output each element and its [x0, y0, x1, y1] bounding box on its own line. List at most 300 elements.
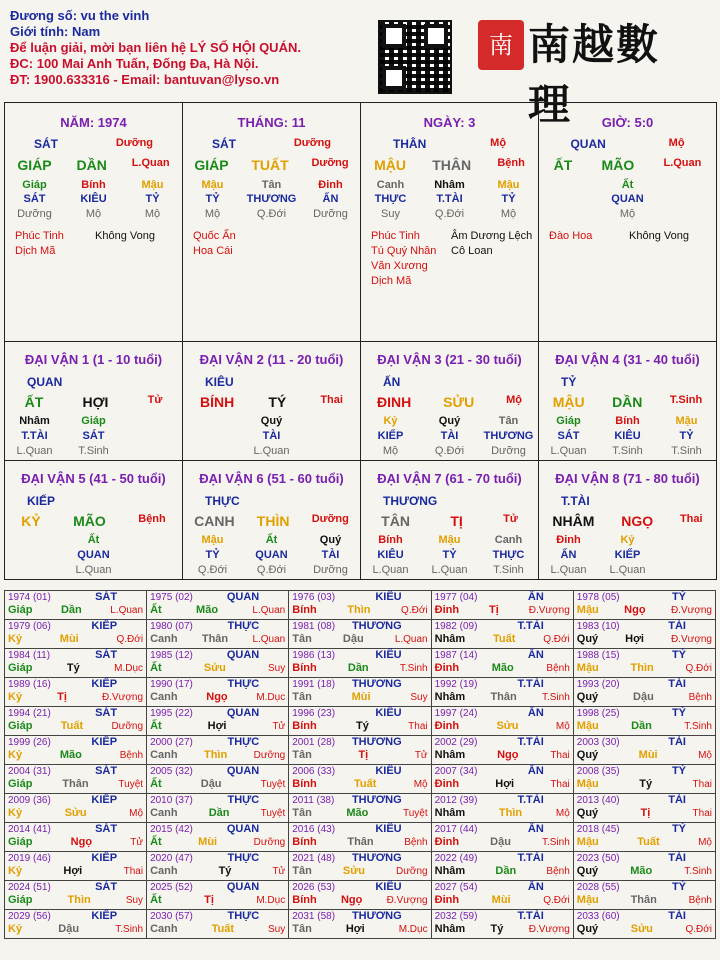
hidden-god [662, 193, 712, 205]
decade-hidden [128, 415, 178, 427]
year-stem: Quý [576, 691, 599, 703]
decade-hidden [188, 430, 238, 442]
pillar-title: THÁNG: 11 [237, 115, 306, 130]
decade-stem: MẬU [552, 394, 585, 410]
year-stem: Bính [292, 894, 317, 906]
year-cell [289, 649, 431, 678]
year-stem: Kỷ [8, 807, 23, 819]
year-branch: Thìn [630, 662, 654, 674]
year-branch: Dần [347, 662, 369, 674]
year-stage: Tử [272, 866, 286, 877]
year-cell [289, 794, 431, 823]
hidden-stem: Ất [621, 179, 634, 191]
decade-hidden [10, 564, 60, 576]
year-stage: Q.Đới [116, 634, 144, 645]
decade-hidden: ẤN [560, 549, 577, 561]
year-branch: Dậu [633, 691, 654, 703]
decade-hidden [128, 549, 178, 561]
year-cell [5, 794, 147, 823]
year-label: 1975 (02) [150, 592, 193, 603]
hidden-god: THƯƠNG [246, 193, 297, 205]
year-cell [431, 736, 573, 765]
decade-hidden: Dưỡng [491, 445, 526, 457]
year-stage: Đ.Vượng [670, 605, 712, 616]
pillar-title: NĂM: 1974 [60, 115, 127, 130]
shen-sha: Quốc Ấn [193, 230, 236, 242]
year-ten-god: SÁT [95, 649, 118, 661]
year-stage: Dưỡng [396, 866, 428, 877]
year-branch: Dần [60, 604, 82, 616]
decade-hidden: Quý [438, 415, 461, 427]
year-cell [289, 707, 431, 736]
year-stage: Q.Đới [685, 663, 712, 674]
earthly-branch: THÂN [432, 157, 472, 173]
year-ten-god: T.TÀI [517, 794, 544, 806]
year-ten-god: THƯƠNG [351, 794, 402, 806]
table-row [5, 881, 716, 910]
year-cell [147, 910, 289, 939]
table-row [5, 765, 716, 794]
year-stem: Kỷ [8, 923, 23, 935]
year-stem: Kỷ [8, 749, 23, 761]
earthly-branch: DẦN [76, 157, 107, 173]
year-ten-god: TỶ [671, 765, 686, 777]
shen-sha: Dịch Mã [371, 275, 412, 287]
year-branch: Tý [66, 662, 80, 674]
year-stem: Mậu [576, 662, 599, 674]
year-stage: Đ.Vượng [528, 924, 570, 935]
year-branch: Ngọ [497, 749, 519, 761]
year-ten-god: TÀI [668, 678, 686, 690]
year-branch: Dậu [58, 923, 80, 935]
decade-ten-god: QUAN [27, 375, 63, 389]
year-stage: L.Quan [252, 605, 286, 616]
decade-hidden: KIẾP [377, 430, 404, 442]
year-cell [5, 591, 147, 620]
year-branch: Tị [640, 807, 651, 819]
shen-sha: Cô Loan [451, 245, 493, 257]
decade-hidden: L.Quan [16, 445, 53, 457]
year-cell [289, 823, 431, 852]
year-ten-god: SÁT [95, 707, 118, 719]
year-ten-god: KIẾP [91, 678, 118, 690]
year-branch: Thìn [347, 604, 371, 616]
shen-sha: Tú Quý Nhân [371, 245, 437, 257]
decade-hidden: T.Sinh [612, 445, 643, 457]
year-label: 1979 (06) [8, 621, 51, 632]
heavenly-stem: GIÁP [17, 157, 52, 173]
year-stage: Thai [550, 750, 570, 761]
year-cell [431, 678, 573, 707]
year-stage: Dưỡng [111, 721, 144, 732]
year-stage: Thai [408, 721, 428, 732]
year-branch: Tị [358, 749, 369, 761]
decade-hidden [662, 564, 712, 576]
year-cell [573, 736, 715, 765]
year-label: 2015 (42) [150, 824, 193, 835]
year-ten-god: TỶ [671, 649, 686, 661]
year-ten-god: KIẾP [91, 794, 118, 806]
year-stage: Đ.Vượng [670, 634, 712, 645]
year-ten-god: TỶ [671, 591, 686, 603]
heavenly-stem: ẤT [553, 157, 573, 173]
year-ten-god: TỶ [671, 881, 686, 893]
year-stage: Tuyệt [260, 779, 286, 790]
year-stem: Ất [150, 778, 162, 790]
qr-code-icon [378, 20, 452, 94]
year-stage: Mộ [698, 837, 712, 848]
decade-hidden: L.Quan [372, 564, 409, 576]
year-ten-god: T.TÀI [517, 620, 544, 632]
table-row [5, 678, 716, 707]
year-stem: Đinh [434, 720, 460, 732]
year-stage: Mộ [129, 808, 144, 819]
year-branch: Mùi [59, 633, 79, 645]
year-stage: Q.Đới [401, 605, 428, 616]
year-stem: Tân [292, 691, 312, 703]
decade-hidden: Canh [494, 534, 523, 546]
year-cell [147, 794, 289, 823]
year-stem: Bính [292, 604, 317, 616]
branch-stage: Bệnh [497, 157, 525, 169]
pillar-cell [360, 102, 539, 342]
year-branch: Tý [218, 865, 232, 877]
year-stem: Đinh [434, 894, 460, 906]
decade-hidden: KIÊU [614, 430, 641, 442]
year-stage: T.Sinh [684, 721, 712, 732]
year-stem: Bính [292, 662, 317, 674]
year-stage: Bệnh [119, 750, 144, 761]
year-stem: Mậu [576, 836, 599, 848]
hidden-god: T.TÀI [436, 193, 463, 205]
shen-sha: Phúc Tinh [371, 230, 420, 242]
year-label: 2033 (60) [576, 911, 620, 922]
decade-stage: Bệnh [138, 513, 166, 525]
year-stage: T.Sinh [541, 837, 570, 848]
decade-ten-god: THƯƠNG [383, 494, 438, 508]
year-stem: Mậu [576, 720, 599, 732]
hidden-stem: Mậu [141, 179, 164, 191]
ten-god-stem: SÁT [33, 137, 58, 151]
decade-hidden: QUAN [255, 549, 288, 561]
pillar-cell [538, 102, 717, 342]
year-ten-god: THƯƠNG [351, 678, 402, 690]
year-stem: Quý [576, 923, 599, 935]
year-branch: Hợi [625, 633, 644, 645]
year-branch: Tý [490, 923, 504, 935]
pillar-cell [182, 102, 361, 342]
annual-luck-table [4, 590, 716, 939]
hidden-stage: Dưỡng [17, 208, 52, 220]
decade-hidden: Mậu [201, 534, 224, 546]
year-stage: Tuyệt [402, 808, 428, 819]
decade-branch: TÝ [268, 394, 287, 410]
year-stem: Tân [292, 633, 312, 645]
year-branch: Tuất [637, 836, 660, 848]
decade-stage: T.Sinh [669, 394, 703, 406]
hidden-stage: Mộ [204, 208, 221, 220]
year-label: 1985 (12) [150, 650, 193, 661]
life-stage: Dưỡng [115, 137, 154, 149]
year-cell [431, 649, 573, 678]
decade-hidden [128, 564, 178, 576]
year-label: 2023 (50) [576, 853, 620, 864]
year-branch: Tuất [60, 720, 84, 732]
decade-luck-cell [538, 460, 717, 580]
year-ten-god: THƯƠNG [351, 852, 402, 864]
year-label: 2002 (29) [434, 737, 478, 748]
hidden-stem: Tân [261, 179, 282, 191]
branch-stage: Dưỡng [311, 157, 349, 169]
year-branch: Dần [631, 720, 652, 732]
year-ten-god: KIẾP [91, 852, 118, 864]
year-stem: Mậu [576, 894, 599, 906]
year-branch: Hợi [63, 865, 83, 877]
hidden-stage: Q.Đới [434, 208, 465, 220]
year-branch: Tuất [354, 778, 377, 790]
year-label: 2018 (45) [576, 824, 620, 835]
year-ten-god: TÀI [668, 620, 686, 632]
year-branch: Hợi [495, 778, 515, 790]
decade-luck-cell [360, 341, 539, 461]
year-ten-god: TÀI [668, 794, 686, 806]
ten-god-stem: THÂN [392, 137, 427, 151]
table-row [5, 707, 716, 736]
year-stage: Bệnh [546, 866, 570, 877]
year-branch: Tị [489, 604, 499, 616]
year-stage: Tử [130, 837, 144, 848]
year-branch: Mão [59, 749, 82, 761]
year-stage: L.Quan [252, 634, 286, 645]
decade-ten-god: THỰC [205, 494, 240, 508]
branch-stage: L.Quan [663, 157, 702, 169]
life-stage: Dưỡng [293, 137, 332, 149]
decade-stem: NHÂM [552, 513, 595, 529]
year-cell [289, 881, 431, 910]
year-ten-god: SÁT [95, 591, 118, 603]
decade-branch: TỊ [450, 513, 463, 529]
shen-sha: Phúc Tinh [15, 230, 64, 242]
year-stage: Thai [550, 779, 570, 790]
year-label: 1997 (24) [434, 708, 478, 719]
year-stage: T.Sinh [399, 663, 428, 674]
year-stem: Nhâm [434, 865, 466, 877]
year-branch: Thìn [203, 749, 228, 761]
year-stage: M.Dục [114, 663, 144, 674]
year-stem: Giáp [8, 720, 33, 732]
shen-sha: Âm Dương Lệch [451, 230, 533, 242]
year-ten-god: KIÊU [375, 649, 402, 661]
hidden-god: TỶ [145, 193, 160, 205]
decade-hidden: SÁT [557, 430, 580, 442]
decade-branch: HỢI [82, 394, 109, 410]
decade-luck-cell [538, 341, 717, 461]
year-stem: Nhâm [434, 691, 466, 703]
year-label: 1980 (07) [150, 621, 193, 632]
year-ten-god: QUAN [226, 881, 260, 893]
hidden-stem: Canh [376, 179, 405, 191]
decade-hidden [306, 445, 356, 457]
year-ten-god: TÀI [668, 910, 686, 922]
year-branch: Tuất [211, 923, 234, 935]
year-stem: Bính [292, 720, 317, 732]
year-branch: Dần [495, 865, 517, 877]
decade-hidden: Q.Đới [256, 564, 287, 576]
decade-title: ĐẠI VẬN 1 (1 - 10 tuổi) [24, 352, 163, 367]
year-cell [147, 852, 289, 881]
year-stage: Tuyệt [260, 808, 286, 819]
year-branch: Sửu [630, 923, 653, 935]
pillar-cell [4, 102, 183, 342]
table-row [5, 620, 716, 649]
year-branch: Thân [201, 633, 229, 645]
year-stem: Mậu [576, 778, 599, 790]
year-label: 2009 (36) [8, 795, 51, 806]
year-branch: Mùi [198, 836, 218, 848]
year-branch: Tý [356, 720, 369, 732]
decade-stem: BÍNH [200, 394, 235, 410]
owner-info [10, 8, 301, 88]
decade-stem: TÂN [381, 513, 410, 529]
year-cell [431, 910, 573, 939]
year-branch: Dần [208, 807, 230, 819]
year-ten-god: ẤN [527, 823, 544, 835]
year-label: 2026 (53) [292, 882, 336, 893]
year-label: 2027 (54) [434, 882, 478, 893]
decade-hidden: L.Quan [253, 445, 290, 457]
year-stem: Đinh [434, 662, 460, 674]
hidden-god: THỰC [374, 193, 407, 205]
hidden-god: ẤN [322, 193, 339, 205]
decade-hidden: Giáp [556, 415, 581, 427]
year-cell [147, 881, 289, 910]
decade-stem: ẤT [24, 394, 44, 410]
year-stage: Tuyệt [118, 779, 144, 790]
life-stage: Mộ [668, 137, 685, 149]
decade-hidden: Kỷ [620, 534, 635, 546]
year-cell [5, 852, 147, 881]
year-stage: Thai [123, 866, 144, 877]
heavenly-stem: MẬU [374, 157, 406, 173]
year-ten-god: THỰC [227, 620, 260, 632]
year-stage: Mộ [413, 779, 428, 790]
year-ten-god: QUAN [226, 591, 260, 603]
year-label: 2020 (47) [150, 853, 193, 864]
year-stage: Mộ [555, 721, 570, 732]
shen-sha: Không Vong [629, 230, 689, 242]
year-label: 2004 (31) [8, 766, 51, 777]
decade-ten-god: ẤN [383, 375, 401, 389]
red-seal: 南 [478, 20, 524, 70]
year-ten-god: THỰC [227, 910, 260, 922]
year-cell [5, 881, 147, 910]
year-label: 1987 (14) [434, 650, 478, 661]
year-stem: Đinh [434, 604, 460, 616]
table-row [5, 736, 716, 765]
year-label: 1977 (04) [434, 592, 478, 603]
year-stage: T.Sinh [541, 692, 570, 703]
decade-ten-god: TỶ [561, 375, 577, 389]
year-branch: Thân [630, 894, 657, 906]
owner-name: Đương số: vu the vinh [10, 8, 150, 23]
year-stage: T.Sinh [684, 866, 712, 877]
year-ten-god: THỰC [227, 852, 260, 864]
year-stage: Thai [692, 808, 712, 819]
year-stage: Đ.Vượng [386, 895, 428, 906]
year-label: 2019 (46) [8, 853, 51, 864]
year-label: 2032 (59) [434, 911, 478, 922]
year-cell [147, 823, 289, 852]
decade-hidden: KIÊU [377, 549, 404, 561]
year-label: 1993 (20) [576, 679, 620, 690]
year-cell [289, 852, 431, 881]
hidden-god: TỶ [205, 193, 220, 205]
year-branch: Ngọ [206, 691, 228, 703]
decade-hidden: Dưỡng [313, 564, 348, 576]
year-cell [147, 765, 289, 794]
decade-luck-cell [4, 460, 183, 580]
year-stem: Giáp [8, 604, 33, 616]
year-label: 2006 (33) [292, 766, 336, 777]
year-cell [431, 823, 573, 852]
decade-branch: MÃO [73, 513, 106, 529]
decade-hidden: TỶ [442, 549, 457, 561]
year-stem: Bính [292, 836, 317, 848]
year-ten-god: ẤN [527, 707, 544, 719]
year-branch: Dậu [490, 836, 511, 848]
year-stage: Suy [268, 924, 286, 935]
year-stage: Bệnh [546, 663, 570, 674]
year-ten-god: THỰC [227, 794, 260, 806]
year-stage: M.Dục [256, 895, 286, 906]
year-label: 1990 (17) [150, 679, 193, 690]
year-branch: Mão [630, 865, 653, 877]
year-stage: M.Dục [256, 692, 286, 703]
year-cell [147, 620, 289, 649]
year-stem: Ất [150, 836, 162, 848]
year-cell [289, 620, 431, 649]
earthly-branch: TUẤT [251, 157, 289, 173]
year-ten-god: KIÊU [375, 591, 402, 603]
year-cell [289, 736, 431, 765]
decade-hidden: Mộ [382, 445, 399, 457]
decade-title: ĐẠI VẬN 5 (41 - 50 tuổi) [21, 471, 166, 486]
decade-stage: Thai [320, 394, 343, 406]
year-branch: Thân [62, 778, 89, 790]
decade-branch: DẦN [612, 394, 643, 410]
decade-hidden: L.Quan [609, 564, 646, 576]
decade-hidden: L.Quan [431, 564, 468, 576]
decade-hidden: THỰC [492, 549, 525, 561]
year-ten-god: KIẾP [91, 910, 118, 922]
decade-hidden [10, 534, 60, 546]
year-label: 2011 (38) [292, 795, 335, 806]
hidden-stem [544, 179, 594, 191]
year-stem: Canh [150, 749, 178, 761]
branch-stage: L.Quan [131, 157, 170, 169]
year-branch: Ngọ [340, 894, 363, 906]
year-cell [431, 852, 573, 881]
year-label: 1991 (18) [292, 679, 336, 690]
decade-title: ĐẠI VẬN 8 (71 - 80 tuổi) [555, 471, 700, 486]
year-label: 2013 (40) [576, 795, 620, 806]
year-stage: Suy [268, 663, 286, 674]
year-label: 1988 (15) [576, 650, 620, 661]
year-cell [5, 678, 147, 707]
table-row [5, 910, 716, 939]
decade-hidden: Đinh [556, 534, 581, 546]
hidden-stage: Mộ [85, 208, 102, 220]
